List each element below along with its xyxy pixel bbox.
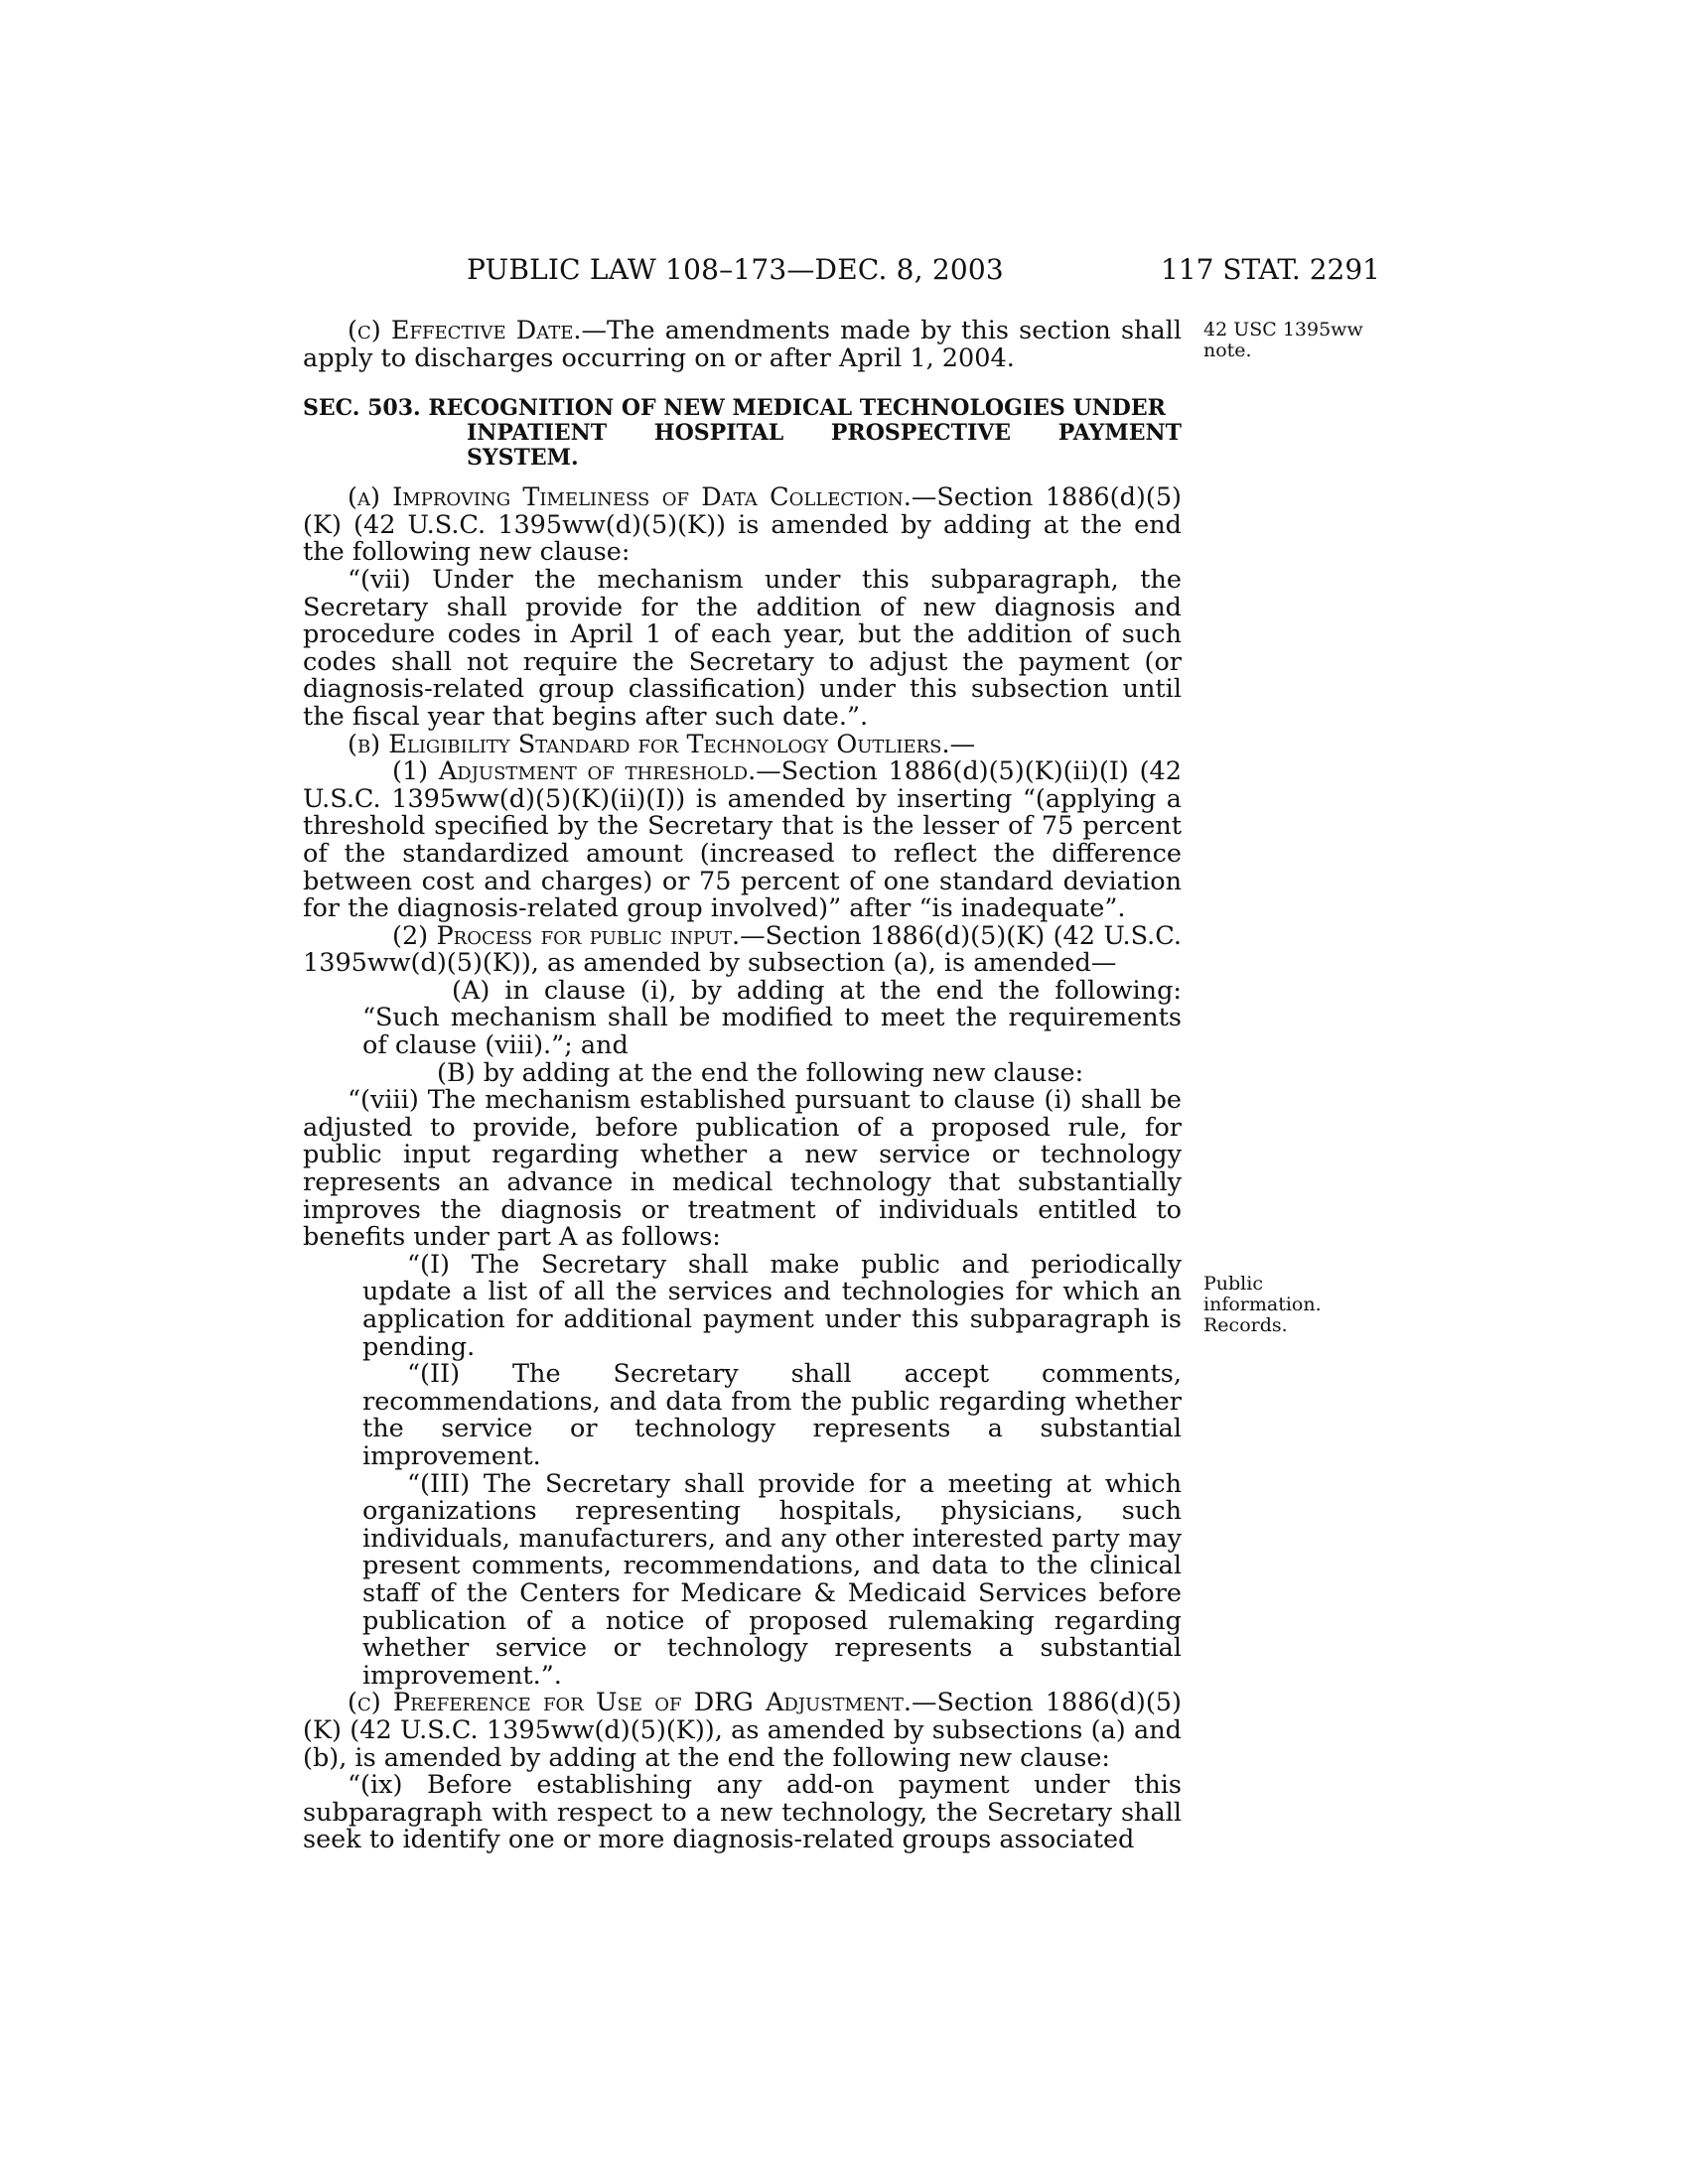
paragraph-text: —Section 1886(d)(5)(K)(ii)(I) (42 U.S.C. 1395ww(d)(5)(K)(ii)(I)) is amended by inserting “(applying a threshold specified by the Secretary that is the lesser of 75 percent of the standardized amount (increased to reflect the difference between cost and charges) or 75 percent of one standard deviation for the diagnosis-related group involved)” after “is inadequate”.: [303, 756, 1182, 924]
subsection-heading: (a) Improving Timeliness of Data Collection.: [348, 482, 912, 513]
margin-note-public-information: [1203, 1274, 1322, 1336]
margin-note-usc: [1203, 320, 1363, 361]
paragraph-b-2-A: (A) in clause (i), by adding at the end the following: “Such mechanism shall be modified to meet the requirements of clause (viii).”; and: [362, 975, 1182, 1061]
paragraph-subclause-I: “(I) The Secretary shall make public and periodically update a list of all the services and technologies for which an application for additional payment under this subparagraph is pending.: [362, 1249, 1182, 1362]
paragraph-clause-vii: “(vii) Under the mechanism under this subparagraph, the Secretary shall provide for the addition of new diagnosis and procedure codes in April 1 of each year, but the addition of such codes shall not require the Secretary to adjust the payment (or diagnosis-related group classification) under this subsection until the fiscal year that begins after such date.”.: [303, 564, 1182, 732]
page-number: 117 STAT. 2291: [1161, 253, 1380, 286]
subsection-heading: (c) Effective Date.: [348, 316, 582, 345]
paragraph-text: —Section 1886(d)(5)(K) (42 U.S.C. 1395ww(d)(5)(K)) is amended by adding at the end the following new clause:: [303, 482, 1182, 568]
margin-note-line: note.: [1203, 340, 1252, 361]
section-title-line: INPATIENT HOSPITAL PROSPECTIVE PAYMENT SYSTEM.: [467, 420, 1182, 472]
subsection-heading: (b) Eligibility Standard for Technology Outliers.—: [348, 729, 976, 759]
paragraph-b-2-B: (B) by adding at the end the following new clause:: [437, 1057, 1084, 1088]
section-title: [303, 396, 1182, 471]
paragraph-text: —Section 1886(d)(5)(K) (42 U.S.C. 1395ww(d)(5)(K)), as amended by subsection (a), is amended—: [303, 920, 1182, 979]
paragraph-heading: (2) Process for public input.: [392, 920, 741, 951]
paragraph-subsection-c: [303, 1690, 1182, 1772]
margin-note-line: Records.: [1203, 1314, 1288, 1336]
section-title-line: SEC. 503. RECOGNITION OF NEW MEDICAL TECHNOLOGIES UNDER: [303, 395, 1166, 422]
paragraph-text: —The amendments made by this section shall apply to discharges occurring on or after April 1, 2004.: [303, 316, 1182, 373]
paragraph-subclause-III: “(III) The Secretary shall provide for a meeting at which organizations representing hospitals, physicians, such individuals, manufacturers, and any other interested party may present comments, recommendations, and data to the clinical staff of the Centers for Medicare & Medicaid Services before publication of a notice of proposed rulemaking regarding whether service or technology represents a substantial improvement.”.: [362, 1468, 1182, 1691]
document-body: [303, 318, 1182, 1854]
subsection-heading: (c) Preference for Use of DRG Adjustment.: [348, 1688, 912, 1718]
paragraph-b-2: [303, 920, 1182, 979]
margin-note-line: Public: [1203, 1273, 1263, 1295]
paragraph-b-1: [303, 758, 1182, 923]
paragraph-text: —Section 1886(d)(5)(K) (42 U.S.C. 1395ww(d)(5)(K)), as amended by subsections (a) and (b), is amended by adding at the end the following new clause:: [303, 1688, 1182, 1773]
paragraph-clause-viii: “(viii) The mechanism established pursuant to clause (i) shall be adjusted to provide, before publication of a proposed rule, for public input regarding whether a new service or technology represents an advance in medical technology that substantially improves the diagnosis or treatment of individuals entitled to benefits under part A as follows:: [303, 1085, 1182, 1253]
paragraph-subsection-a: [303, 484, 1182, 567]
margin-note-line: 42 USC 1395ww: [1203, 319, 1363, 341]
running-head: PUBLIC LAW 108–173—DEC. 8, 2003: [467, 253, 1004, 286]
paragraph-subclause-II: “(II) The Secretary shall accept comments, recommendations, and data from the public regarding whether the service or technology represents a substantial improvement.: [362, 1359, 1182, 1471]
margin-note-line: information.: [1203, 1294, 1322, 1315]
paragraph-heading: (1) Adjustment of threshold.: [392, 756, 757, 787]
paragraph-effective-date: [303, 318, 1182, 372]
paragraph-clause-ix: “(ix) Before establishing any add-on payment under this subparagraph with respect to a new technology, the Secretary shall seek to identify one or more diagnosis-related groups associated: [303, 1770, 1182, 1855]
page-header: [467, 253, 1380, 293]
paragraph-subsection-b: [303, 729, 1182, 759]
